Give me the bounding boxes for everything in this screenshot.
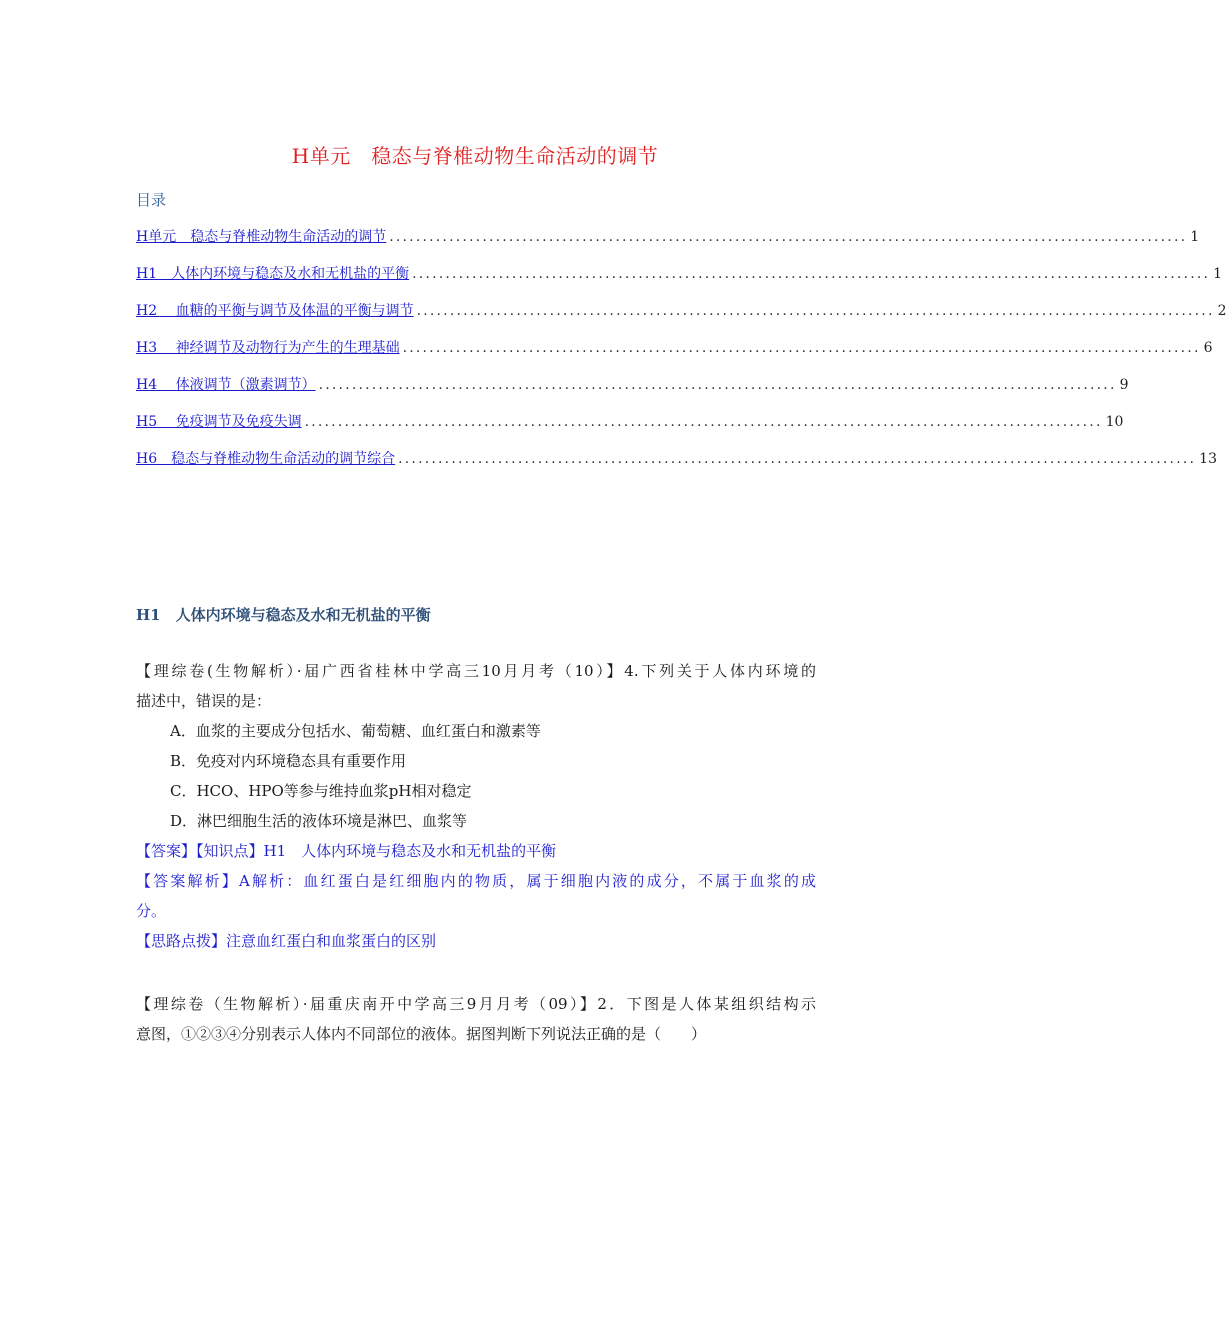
toc-heading: 目录 (136, 191, 167, 209)
section-heading: H1 人体内环境与稳态及水和无机盐的平衡 (136, 606, 431, 624)
answer-analysis: 【答案解析】A解析：血红蛋白是红细胞内的物质，属于细胞内液的成分，不属于血浆的成 (136, 872, 816, 890)
option-a: A．血浆的主要成分包括水、葡萄糖、血红蛋白和激素等 (170, 722, 541, 740)
reasoning-hint: 【思路点拨】注意血红蛋白和血浆蛋白的区别 (136, 932, 437, 950)
question-block (136, 989, 816, 1049)
toc-leader-dots: ........................................................................................................................ (304, 414, 1103, 430)
toc-entry[interactable] (136, 263, 1223, 300)
toc-entry-link[interactable]: H5 免疫调节及免疫失调 (136, 414, 302, 430)
question-stem: 【理综卷(生物解析）·届广西省桂林中学高三10月月考（10）】4.下列关于人体内环境的 (136, 662, 816, 680)
toc-entry-link[interactable]: H6 稳态与脊椎动物生命活动的调节综合 (136, 451, 396, 467)
toc-entry-link[interactable]: H1 人体内环境与稳态及水和无机盐的平衡 (136, 266, 410, 282)
document-title: H单元 稳态与脊椎动物生命活动的调节 (291, 144, 659, 168)
toc-entry[interactable] (136, 448, 1217, 485)
toc-entry[interactable] (136, 337, 1213, 374)
table-of-contents (136, 226, 1227, 485)
toc-entry-page: 1 (1213, 266, 1223, 282)
toc-entry-link[interactable]: H2 血糖的平衡与调节及体温的平衡与调节 (136, 303, 414, 319)
toc-entry-page: 13 (1199, 451, 1217, 467)
question-stem-continued: 意图，①②③④分别表示人体内不同部位的液体。据图判断下列说法正确的是（ ） (136, 1025, 707, 1043)
answer-line: 【答案】【知识点】H1 人体内环境与稳态及水和无机盐的平衡 (136, 842, 557, 860)
toc-leader-dots: ........................................................................................................................ (402, 340, 1201, 356)
toc-entry-link[interactable]: H4 体液调节（激素调节） (136, 377, 316, 393)
answer-analysis-continued: 分。 (136, 902, 167, 920)
question-stem: 【理综卷（生物解析）·届重庆南开中学高三9月月考（09）】2．下图是人体某组织结构示 (136, 995, 816, 1013)
toc-entry[interactable] (136, 300, 1227, 337)
toc-entry-link[interactable]: H单元 稳态与脊椎动物生命活动的调节 (136, 229, 387, 245)
question-block (136, 656, 816, 956)
toc-leader-dots: ........................................................................................................................ (416, 303, 1215, 319)
toc-entry[interactable] (136, 374, 1129, 411)
option-d: D．淋巴细胞生活的液体环境是淋巴、血浆等 (170, 812, 468, 830)
toc-entry-page: 6 (1203, 340, 1213, 356)
option-c: C．HCO、HPO等参与维持血浆pH相对稳定 (170, 782, 472, 800)
toc-entry[interactable] (136, 411, 1124, 448)
toc-leader-dots: ........................................................................................................................ (389, 229, 1188, 245)
toc-entry-page: 10 (1105, 414, 1124, 430)
toc-entry-page: 2 (1217, 303, 1227, 319)
toc-leader-dots: ........................................................................................................................ (398, 451, 1197, 467)
toc-entry[interactable] (136, 226, 1200, 263)
toc-leader-dots: ........................................................................................................................ (412, 266, 1211, 282)
toc-leader-dots: ........................................................................................................................ (318, 377, 1117, 393)
question-stem-continued: 描述中，错误的是： (136, 692, 272, 710)
option-b: B．免疫对内环境稳态具有重要作用 (170, 752, 407, 770)
toc-entry-link[interactable]: H3 神经调节及动物行为产生的生理基础 (136, 340, 400, 356)
toc-entry-page: 1 (1190, 229, 1200, 245)
toc-entry-page: 9 (1119, 377, 1129, 393)
